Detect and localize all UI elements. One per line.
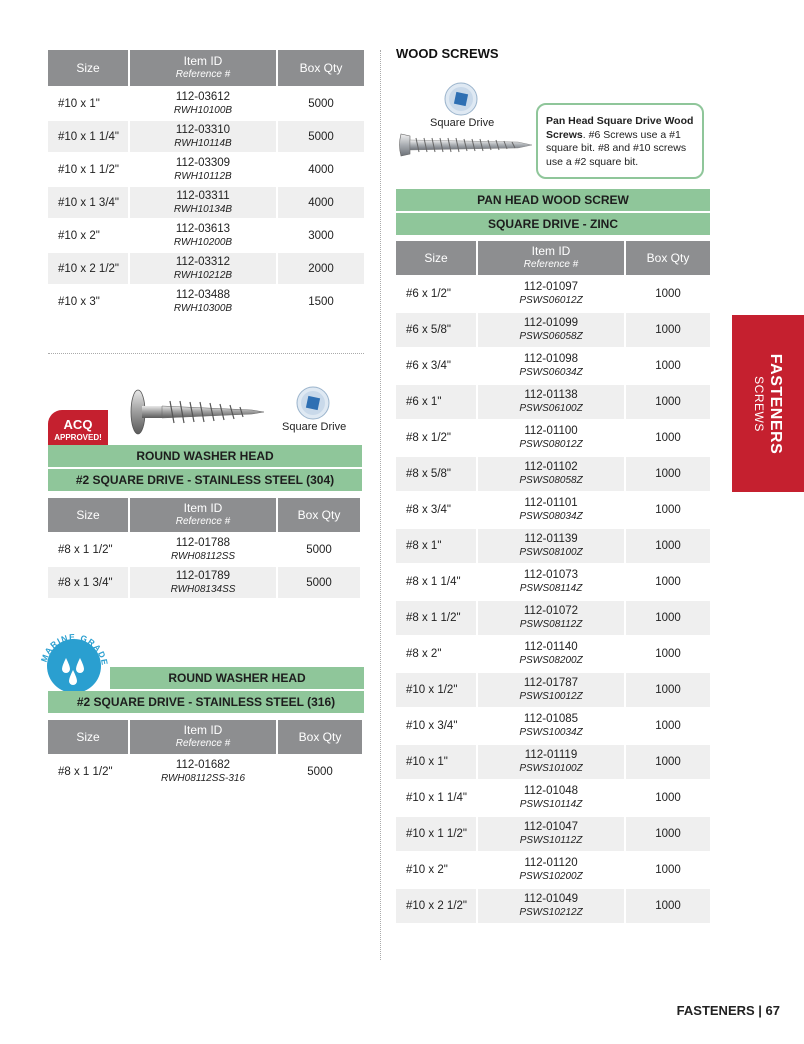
reference-number: RWH08112SS xyxy=(170,550,236,562)
item-id-cell xyxy=(478,527,626,563)
table-row xyxy=(48,152,364,185)
reference-number: RWH10300B xyxy=(173,302,233,314)
item-id-cell xyxy=(478,311,626,347)
square-drive-zinc-bar: SQUARE DRIVE - ZINC xyxy=(396,213,710,235)
table-row xyxy=(396,671,710,707)
square-drive-label: Square Drive xyxy=(430,117,495,129)
box-qty-cell: 5000 xyxy=(278,119,364,152)
size-cell: #8 x 5/8" xyxy=(396,455,478,491)
box-qty-cell: 1000 xyxy=(626,779,710,815)
reference-number: PSWS06100Z xyxy=(519,403,583,414)
table-row xyxy=(396,779,710,815)
table-row xyxy=(48,86,364,119)
item-id-cell xyxy=(478,347,626,383)
section-divider xyxy=(48,353,364,354)
reference-number: RWH10134B xyxy=(173,203,233,215)
item-id-cell xyxy=(130,119,278,152)
box-qty-cell: 1000 xyxy=(626,707,710,743)
table-row xyxy=(396,563,710,599)
item-id: 112-01119 xyxy=(524,749,578,761)
box-qty-cell: 5000 xyxy=(278,565,360,598)
table-row xyxy=(396,599,710,635)
item-id-cell xyxy=(130,185,278,218)
box-qty-cell: 5000 xyxy=(278,532,360,565)
item-id: 112-03312 xyxy=(175,255,231,268)
size-cell: #6 x 1" xyxy=(396,383,478,419)
reference-number: PSWS06058Z xyxy=(519,331,583,342)
col-item-id: Item ID Reference # xyxy=(130,498,278,532)
table-row xyxy=(48,754,362,787)
reference-number: RWH08134SS xyxy=(170,583,236,595)
item-id: 112-01098 xyxy=(523,353,579,365)
size-cell: #10 x 3/4" xyxy=(396,707,478,743)
box-qty-cell: 1000 xyxy=(626,383,710,419)
reference-number: PSWS06012Z xyxy=(519,295,583,306)
box-qty-cell: 1000 xyxy=(626,815,710,851)
table-row xyxy=(396,455,710,491)
box-qty-cell: 1000 xyxy=(626,635,710,671)
table-row xyxy=(48,185,364,218)
reference-number: RWH10200B xyxy=(173,236,233,248)
table-row xyxy=(396,815,710,851)
square-drive-label: Square Drive xyxy=(282,421,347,433)
item-id-cell xyxy=(130,218,278,251)
size-cell: #10 x 1 3/4" xyxy=(48,185,130,218)
box-qty-cell: 3000 xyxy=(278,218,364,251)
item-id: 112-01140 xyxy=(524,641,578,653)
item-id-cell xyxy=(478,563,626,599)
item-id-cell xyxy=(130,152,278,185)
item-id: 112-01788 xyxy=(175,536,231,549)
table-row xyxy=(396,635,710,671)
item-id: 112-03310 xyxy=(175,123,231,136)
size-cell: #10 x 2 1/2" xyxy=(48,251,130,284)
item-id-cell xyxy=(478,743,626,779)
table-row xyxy=(396,419,710,455)
col-box-qty: Box Qty xyxy=(278,498,360,532)
size-cell: #10 x 2 1/2" xyxy=(396,887,478,923)
item-id-cell xyxy=(130,532,278,565)
table-row xyxy=(396,491,710,527)
size-cell: #8 x 3/4" xyxy=(396,491,478,527)
size-cell: #6 x 5/8" xyxy=(396,311,478,347)
box-qty-cell: 1000 xyxy=(626,671,710,707)
callout-text: . #6 Screws use a #1 square bit. #8 and #10 screws use a #2 square bit. xyxy=(546,128,687,168)
table-row xyxy=(48,218,364,251)
box-qty-cell: 1000 xyxy=(626,599,710,635)
size-cell: #8 x 1 1/2" xyxy=(48,754,130,787)
table-row xyxy=(396,275,710,311)
item-id: 112-01097 xyxy=(523,281,579,293)
reference-number: PSWS08058Z xyxy=(519,475,583,486)
size-cell: #10 x 1/2" xyxy=(396,671,478,707)
svg-text:MARINE GRADE: MARINE GRADE xyxy=(38,631,111,667)
item-id: 112-01138 xyxy=(524,389,578,401)
size-cell: #6 x 1/2" xyxy=(396,275,478,311)
item-id-cell xyxy=(478,671,626,707)
size-cell: #6 x 3/4" xyxy=(396,347,478,383)
item-id: 112-03613 xyxy=(175,222,231,235)
reference-number: PSWS08200Z xyxy=(519,655,583,666)
item-id-cell xyxy=(478,419,626,455)
item-id-cell xyxy=(130,754,278,787)
size-cell: #10 x 1" xyxy=(48,86,130,119)
box-qty-cell: 2000 xyxy=(278,251,364,284)
reference-number: RWH10100B xyxy=(173,104,233,116)
table-row xyxy=(396,743,710,779)
box-qty-cell: 1000 xyxy=(626,527,710,563)
reference-number: RWH10212B xyxy=(173,269,233,281)
item-id-cell xyxy=(478,455,626,491)
item-id: 112-01682 xyxy=(175,758,231,771)
reference-number: PSWS10100Z xyxy=(519,763,583,774)
size-cell: #10 x 2" xyxy=(48,218,130,251)
size-cell: #10 x 1 1/4" xyxy=(396,779,478,815)
size-cell: #10 x 1 1/2" xyxy=(396,815,478,851)
square-drive-ss316-bar: #2 SQUARE DRIVE - STAINLESS STEEL (316) xyxy=(48,691,364,713)
box-qty-cell: 5000 xyxy=(278,754,362,787)
table-row xyxy=(396,527,710,563)
reference-number: RWH10112B xyxy=(174,170,232,182)
item-id-cell xyxy=(130,86,278,119)
size-cell: #8 x 1" xyxy=(396,527,478,563)
item-id: 112-03311 xyxy=(176,189,230,202)
box-qty-cell: 4000 xyxy=(278,185,364,218)
item-id: 112-01787 xyxy=(523,677,579,689)
pan-head-wood-screw-image xyxy=(398,130,534,160)
col-size: Size xyxy=(48,50,130,86)
col-size: Size xyxy=(396,241,478,275)
box-qty-cell: 1000 xyxy=(626,275,710,311)
washer-head-black-table xyxy=(48,50,364,317)
col-box-qty: Box Qty xyxy=(626,241,710,275)
item-id-cell xyxy=(130,284,278,317)
col-item-id: Item ID Reference # xyxy=(130,50,278,86)
reference-number: PSWS10112Z xyxy=(519,835,583,846)
size-cell: #10 x 1" xyxy=(396,743,478,779)
col-size: Size xyxy=(48,720,130,754)
reference-number: PSWS08112Z xyxy=(519,619,583,630)
size-cell: #8 x 1 1/4" xyxy=(396,563,478,599)
item-id-cell xyxy=(478,887,626,923)
item-id-cell xyxy=(478,275,626,311)
reference-number: PSWS08100Z xyxy=(519,547,583,558)
acq-badge-line1: ACQ xyxy=(63,417,93,432)
table-row xyxy=(48,119,364,152)
item-id: 112-01047 xyxy=(523,821,579,833)
col-size: Size xyxy=(48,498,130,532)
item-id: 112-03488 xyxy=(175,288,231,301)
pan-head-wood-screw-bar: PAN HEAD WOOD SCREW xyxy=(396,189,710,211)
washer-head-screw-image xyxy=(124,376,266,446)
round-washer-head-bar: ROUND WASHER HEAD xyxy=(48,445,362,467)
size-cell: #8 x 1 3/4" xyxy=(48,565,130,598)
square-drive-ss304-bar: #2 SQUARE DRIVE - STAINLESS STEEL (304) xyxy=(48,469,362,491)
item-id-cell xyxy=(478,635,626,671)
col-box-qty: Box Qty xyxy=(278,720,362,754)
table-row xyxy=(396,707,710,743)
table-row xyxy=(396,887,710,923)
box-qty-cell: 1500 xyxy=(278,284,364,317)
reference-number: PSWS08034Z xyxy=(519,511,583,522)
wood-screws-title: WOOD SCREWS xyxy=(396,46,499,61)
size-cell: #10 x 1 1/4" xyxy=(48,119,130,152)
box-qty-cell: 1000 xyxy=(626,311,710,347)
ss316-table xyxy=(48,720,362,787)
ss304-table xyxy=(48,498,360,598)
item-id: 112-01073 xyxy=(523,569,579,581)
item-id: 112-01048 xyxy=(523,785,579,797)
size-cell: #10 x 3" xyxy=(48,284,130,317)
table-row xyxy=(396,347,710,383)
item-id-cell xyxy=(478,599,626,635)
wood-screws-table xyxy=(396,241,710,923)
item-id-cell xyxy=(478,815,626,851)
item-id: 112-01085 xyxy=(523,713,579,725)
square-drive-icon xyxy=(444,82,478,116)
size-cell: #8 x 1/2" xyxy=(396,419,478,455)
table-row xyxy=(396,851,710,887)
size-cell: #8 x 1 1/2" xyxy=(48,532,130,565)
box-qty-cell: 1000 xyxy=(626,851,710,887)
table-row xyxy=(396,383,710,419)
reference-number: PSWS08114Z xyxy=(519,583,583,594)
size-cell: #10 x 1 1/2" xyxy=(48,152,130,185)
item-id: 112-01139 xyxy=(524,533,578,545)
size-cell: #10 x 2" xyxy=(396,851,478,887)
fasteners-side-tab xyxy=(732,315,804,492)
box-qty-cell: 5000 xyxy=(278,86,364,119)
col-item-id: Item ID Reference # xyxy=(478,241,626,275)
item-id: 112-01099 xyxy=(523,317,579,329)
pan-head-callout xyxy=(536,103,704,179)
item-id: 112-01072 xyxy=(523,605,579,617)
side-tab-subtitle: SCREWS xyxy=(752,375,766,432)
item-id: 112-01049 xyxy=(523,893,579,905)
size-cell: #8 x 1 1/2" xyxy=(396,599,478,635)
reference-number: PSWS10034Z xyxy=(519,727,583,738)
box-qty-cell: 1000 xyxy=(626,347,710,383)
col-box-qty: Box Qty xyxy=(278,50,364,86)
table-row xyxy=(48,251,364,284)
reference-number: PSWS10012Z xyxy=(519,691,583,702)
table-row xyxy=(48,565,360,598)
column-divider xyxy=(380,50,381,960)
item-id: 112-01100 xyxy=(524,425,578,437)
reference-number: PSWS08012Z xyxy=(519,439,583,450)
round-washer-head-bar: ROUND WASHER HEAD xyxy=(110,667,364,689)
reference-number: PSWS10114Z xyxy=(519,799,583,810)
item-id-cell xyxy=(478,779,626,815)
item-id: 112-03612 xyxy=(175,90,231,103)
box-qty-cell: 1000 xyxy=(626,455,710,491)
size-cell: #8 x 2" xyxy=(396,635,478,671)
box-qty-cell: 1000 xyxy=(626,887,710,923)
box-qty-cell: 1000 xyxy=(626,419,710,455)
item-id: 112-01101 xyxy=(524,497,578,509)
item-id-cell xyxy=(478,707,626,743)
item-id: 112-01789 xyxy=(175,569,231,582)
box-qty-cell: 1000 xyxy=(626,563,710,599)
reference-number: RWH10114B xyxy=(174,137,232,149)
callout-title: Pan Head Square Drive Wood Screws xyxy=(546,115,694,141)
table-row xyxy=(48,284,364,317)
table-row xyxy=(396,311,710,347)
box-qty-cell: 1000 xyxy=(626,743,710,779)
reference-number: PSWS10200Z xyxy=(519,871,583,882)
box-qty-cell: 4000 xyxy=(278,152,364,185)
reference-number: PSWS10212Z xyxy=(519,907,583,918)
item-id-cell xyxy=(130,251,278,284)
item-id: 112-01102 xyxy=(524,461,578,473)
table-row xyxy=(48,532,360,565)
col-item-id: Item ID Reference # xyxy=(130,720,278,754)
item-id-cell xyxy=(130,565,278,598)
acq-badge-line2: APPROVED! xyxy=(54,433,102,442)
reference-number: RWH08112SS-316 xyxy=(160,772,246,784)
item-id-cell xyxy=(478,383,626,419)
page-footer: FASTENERS | 67 xyxy=(676,1003,780,1018)
side-tab-title: FASTENERS xyxy=(767,353,784,454)
item-id: 112-03309 xyxy=(175,156,231,169)
square-drive-icon xyxy=(296,386,330,420)
item-id-cell xyxy=(478,491,626,527)
reference-number: PSWS06034Z xyxy=(519,367,583,378)
item-id-cell xyxy=(478,851,626,887)
box-qty-cell: 1000 xyxy=(626,491,710,527)
item-id: 112-01120 xyxy=(524,857,578,869)
